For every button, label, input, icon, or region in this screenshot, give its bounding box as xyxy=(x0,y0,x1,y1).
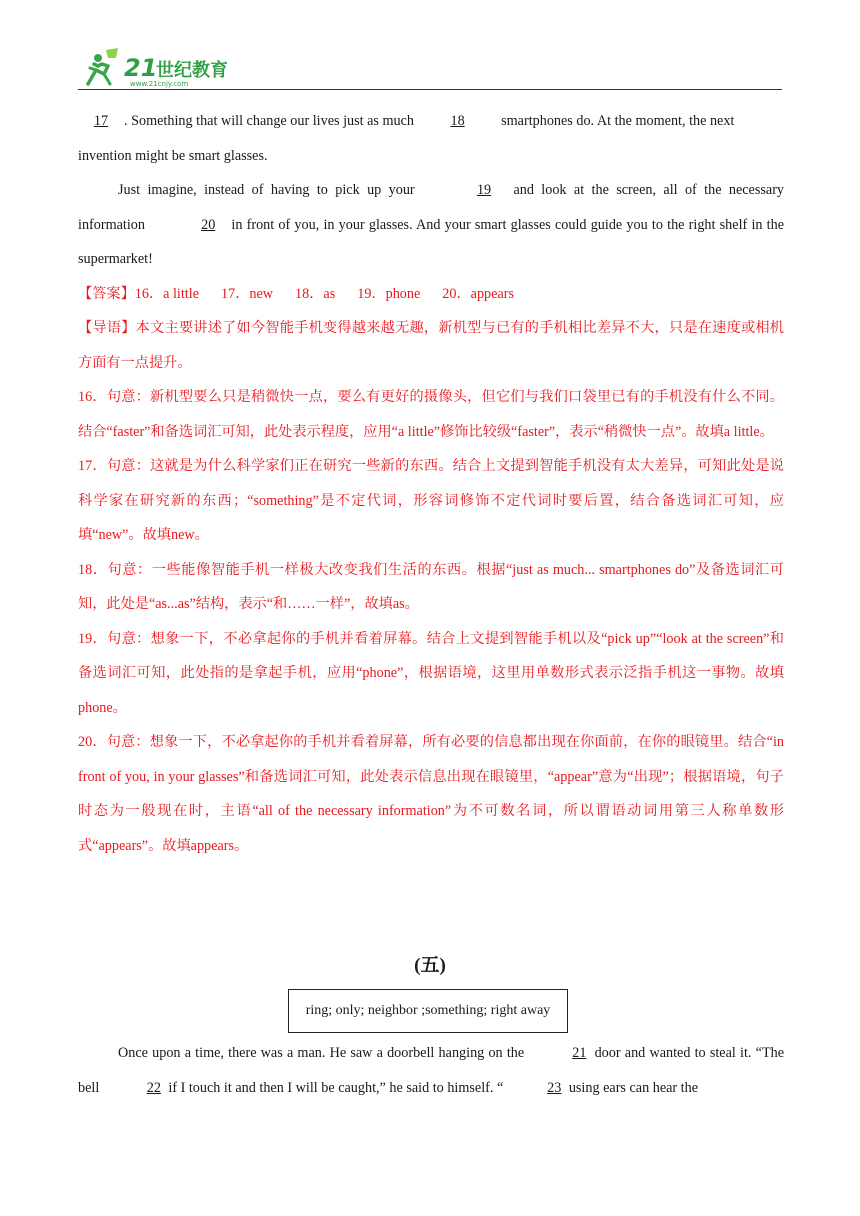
blank-19: 19 xyxy=(476,182,492,198)
blank-20: 20 xyxy=(201,216,216,233)
passage-line: invention might be smart glasses. xyxy=(78,147,268,164)
main-content xyxy=(78,104,784,863)
explanation-19: 19．句意：想象一下，不必拿起你的手机并看着屏幕。结合上文提到智能手机以及“pick up”“look at the screen”和备选词汇可知，此处指的是拿起手机，应用“phone”，根据语境，这里用单数形式表示泛指手机这一事物。故填phone。 xyxy=(78,630,784,716)
explanation-16: 16．句意：新机型要么只是稍微快一点，要么有更好的摄像头，但它们与我们口袋里已有的手机没有什么不同。结合“faster”和备选词汇可知，此处表示程度，应用“a little”修饰比较级“faster”，表示“稍微快一点”。故填a little。 xyxy=(78,389,784,440)
section-title: (五) xyxy=(414,955,446,976)
explanation-17: 17．句意：这就是为什么科学家们正在研究一些新的东西。结合上文提到智能手机没有太大差异，可知此处是说科学家在研究新的东西；“something”是不定代词，形容词修饰不定代词时要后置，结合备选词汇可知，应填“new”。故填new。 xyxy=(78,458,784,543)
passage-paragraph: Just imagine, instead of having to pick up your 19 and look at the screen, all of the necessary information 20 in front of you, in your glasses. And your smart glasses could guide you to the right shelf in the supermarket! xyxy=(78,173,784,277)
page-header xyxy=(78,44,782,90)
blank-17: 17 xyxy=(93,113,109,129)
passage-line: 17 . Something that will change our lives just as much 18 smartphones do. At the moment, the next xyxy=(78,104,784,139)
explanation-20: 20．句意：想象一下，不必拿起你的手机并看着屏幕，所有必要的信息都出现在你面前，在你的眼镜里。结合“in front of you, in your glasses”和备选词汇可知，此处表示信息出现在眼镜里，“appear”意为“出现”；根据语境，句子时态为一般现在时，主语“all of the necessary information”为不可数名词，所以谓语动词用第三人称单数形式“appears”。故填appears。 xyxy=(78,734,784,854)
logo-number: 21 xyxy=(124,54,158,82)
logo-url: www.21cnjy.com xyxy=(130,80,189,88)
guide-text: 【导语】本文主要讲述了如今智能手机变得越来越无趣，新机型与已有的手机相比差异不大，只是在速度或相机方面有一点提升。 xyxy=(78,320,784,371)
header-divider xyxy=(78,89,782,90)
logo-text: 世纪教育 xyxy=(156,60,228,81)
blank-18: 18 xyxy=(450,113,465,129)
word-box: ring; only; neighbor ;something; right away xyxy=(288,989,568,1033)
blank-21: 21 xyxy=(572,1045,587,1061)
blank-22: 22 xyxy=(146,1079,161,1096)
runner-icon xyxy=(88,48,118,84)
answer-line: 【答案】16．a little 17．new 18．as 19．phone 20．appears xyxy=(78,285,514,302)
explanation-18: 18．句意：一些能像智能手机一样极大改变我们生活的东西。根据“just as much... smartphones do”及备选词汇可知，此处是“as...as”结构，表示“和……一样”，故填as。 xyxy=(78,561,784,612)
section-passage xyxy=(78,1036,784,1105)
passage-paragraph: Once upon a time, there was a man. He saw a doorbell hanging on the 21 door and wanted to steal it. “The bell 22 if I touch it and then I will be caught,” he said to himself. “ 23 using ears can hear the xyxy=(78,1036,784,1105)
site-logo xyxy=(78,44,278,90)
blank-23: 23 xyxy=(547,1079,562,1096)
